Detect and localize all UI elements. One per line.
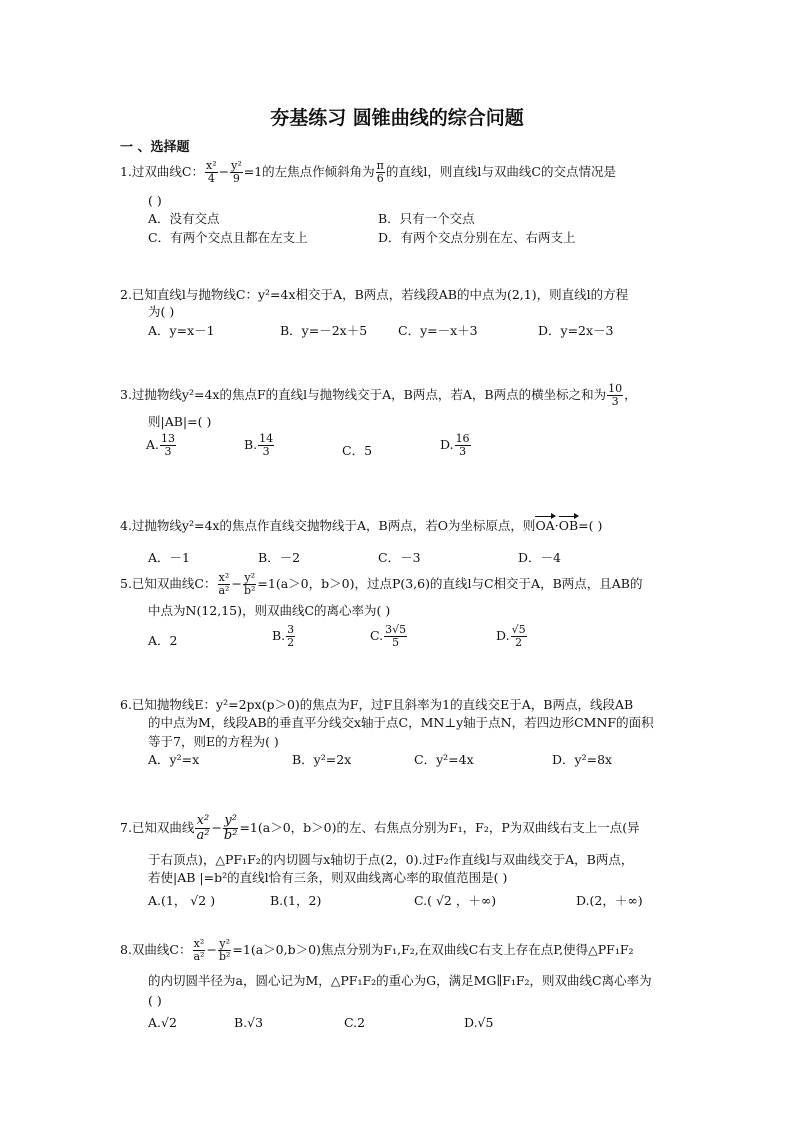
question-6-line2: 的中点为M，线段AB的垂直平分线交x轴于点C，MN⊥y轴于点N，若四边形CMNF的面积 [148, 715, 654, 730]
question-8-stem: 8.双曲线C： $\frac{\text{x²}}{\text{a²}}$ − $\frac{\text{y²}}{\text{b²}}$ =1(a＞0,b＞0)焦点分别为F₁,F₂,在双曲线C右支上存在点P,使得△PF₁F₂ [120, 937, 634, 963]
option-d: D．－4 [518, 550, 561, 565]
option-b: B.(1，2) [270, 893, 322, 908]
question-8-line2: 的内切圆半径为a，圆心记为M，△PF₁F₂的重心为G，满足MG∥F₁F₂，则双曲线C离心率为 [148, 973, 652, 988]
fraction: $\frac{\text{y²}}{\text{b²}}$ [218, 937, 231, 963]
option-a: A. $\frac{13}{3}$ [146, 432, 176, 458]
fraction: $\frac{10}{3}$ [608, 382, 623, 408]
option-c: C．－3 [378, 550, 421, 565]
question-5-line2: 中点为N(12,15)，则双曲线C的离心率为( ) [148, 603, 391, 618]
option-a: A．－1 [148, 550, 190, 565]
answer-blank: ( ) [148, 993, 162, 1008]
option-b: B．y=－2x＋5 [280, 323, 368, 338]
question-6-stem: 6.已知抛物线E：y²=2px(p＞0)的焦点为F，过F且斜率为1的直线交E于A，B两点，线段AB [120, 697, 634, 712]
question-6-line3: 等于7，则E的方程为( ) [148, 734, 279, 749]
vector-ob: OB [558, 518, 579, 533]
question-7-line3: 若使|AB |=b²的直线l恰有三条，则双曲线离心率的取值范围是( ) [148, 870, 508, 885]
option-c: C．有两个交点且都在左支上 [148, 230, 308, 245]
question-7-line2: 于右顶点)，△PF₁F₂的内切圆与x轴切于点(2，0).过F₂作直线l与双曲线交于A，B两点， [148, 852, 634, 867]
fraction: $\frac{\pi}{6}$ [376, 159, 384, 185]
fraction: $\frac{\text{y²}}{9}$ [231, 159, 242, 185]
option-c: C．y²=4x [414, 752, 474, 767]
option-b: B. $\frac{3}{2}$ [272, 623, 295, 649]
option-c: C.2 [344, 1015, 366, 1030]
question-5-stem: 5.已知双曲线C： $\frac{\text{x²}}{\text{a²}}$ − $\frac{\text{y²}}{\text{b²}}$ =1(a＞0，b＞0)，过点P(3,6)的直线l与C相交于A，B两点，且AB的 [120, 571, 643, 597]
option-a: A.(1， √2 ) [148, 893, 216, 908]
fraction: $\frac{\text{x²}}{\text{a²}}$ [196, 813, 210, 843]
fraction: $\frac{\text{x²}}{\text{a²}}$ [218, 571, 230, 597]
option-c: C．5 [342, 443, 373, 458]
vector-oa: OA [535, 518, 555, 533]
question-7-stem: 7.已知双曲线 $\frac{\text{x²}}{\text{a²}}$ − $\frac{\text{y²}}{\text{b²}}$ =1(a＞0，b＞0)的左、右焦点分别为F₁，F₂，P为双曲线右支上一点(异 [120, 813, 640, 843]
option-a: A．y²=x [148, 752, 200, 767]
fraction: $\frac{\text{x²}}{\text{a²}}$ [193, 937, 205, 963]
question-3-line2: 则|AB|=( ) [148, 414, 212, 429]
question-2-line2: 为( ) [148, 304, 175, 319]
question-3-stem: 3.过抛物线y²=4x的焦点F的直线l与抛物线交于A，B两点，若A，B两点的横坐标之和为 $\frac{10}{3}$ ， [120, 382, 637, 408]
option-b: B．－2 [258, 550, 301, 565]
page-title: 夯基练习 圆锥曲线的综合问题 [270, 107, 524, 129]
answer-blank: ( ) [148, 193, 162, 208]
option-a: A．2 [148, 633, 178, 648]
fraction: $\frac{\text{y²}}{\text{b²}}$ [223, 813, 238, 843]
option-c: C. $\frac{3√5}{5}$ [370, 623, 407, 649]
option-b: B．只有一个交点 [378, 211, 475, 226]
option-a: A．没有交点 [148, 211, 220, 226]
fraction: $\frac{\text{y²}}{\text{b²}}$ [243, 571, 256, 597]
option-c: C．y=－x＋3 [398, 323, 478, 338]
option-d: D. $\frac{16}{3}$ [440, 432, 470, 458]
option-d: D.(2，＋∞) [576, 893, 643, 908]
option-a: A．y=x－1 [148, 323, 215, 338]
option-d: D．有两个交点分别在左、右两支上 [378, 230, 576, 245]
question-1-stem: 1.过双曲线C： $\frac{\text{x²}}{4}$ − $\frac{\text{y²}}{9}$ =1的左焦点作倾斜角为 $\frac{\pi}{6}$ 的直线l，则直线l与双曲线C的交点情况是 [120, 159, 616, 185]
option-a: A.√2 [148, 1015, 177, 1030]
option-d: D．y=2x－3 [538, 323, 614, 338]
option-d: D.√5 [464, 1015, 494, 1030]
fraction: $\frac{\text{x²}}{4}$ [206, 159, 217, 185]
option-d: D. $\frac{√5}{2}$ [496, 623, 526, 649]
option-d: D．y²=8x [552, 752, 613, 767]
question-4-stem: 4.过抛物线y²=4x的焦点作直线交抛物线于A，B两点，若O为坐标原点，则OA·OB=( ) [120, 518, 603, 533]
option-b: B. $\frac{14}{3}$ [244, 432, 274, 458]
option-c: C.( √2 ，＋∞) [414, 893, 497, 908]
section-heading: 一 、选择题 [120, 140, 190, 155]
option-b: B．y²=2x [292, 752, 352, 767]
option-b: B.√3 [234, 1015, 264, 1030]
question-2-stem: 2.已知直线l与抛物线C：y²=4x相交于A，B两点，若线段AB的中点为(2,1)，则直线l的方程 [120, 287, 629, 302]
